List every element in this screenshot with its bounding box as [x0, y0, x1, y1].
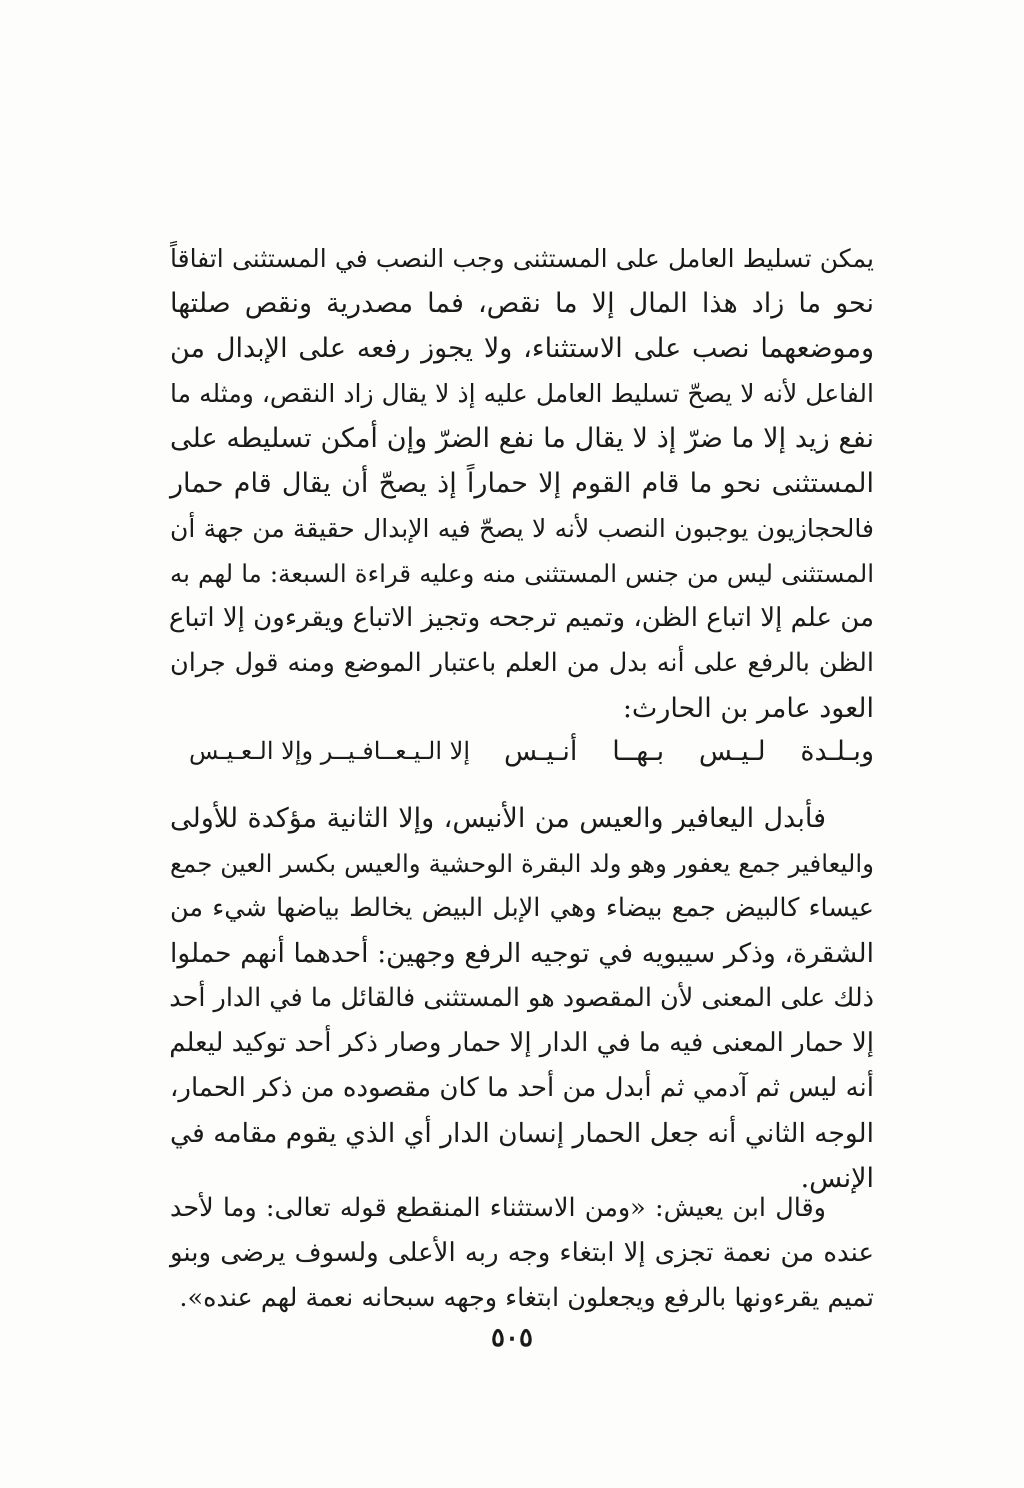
text-line: نفع زيد إلا ما ضرّ إذ لا يقال ما نفع الضرّ وإن أمكن تسليطه على: [170, 423, 874, 454]
text-line: نحو ما زاد هذا المال إلا ما نقص، فما مصدرية ونقص صلتها: [170, 288, 874, 319]
text-line: من علم إلا اتباع الظن، وتميم ترجحه وتجيز الاتباع ويقرءون إلا اتباع: [168, 603, 874, 633]
text-line: ذلك على المعنى لأن المقصود هو المستثنى فالقائل ما في الدار أحد: [169, 983, 874, 1013]
text-line: الإنس.: [800, 1163, 874, 1194]
paragraph-2: [170, 796, 874, 1201]
text-line: عنده من نعمة تجزى إلا ابتغاء وجه ربه الأعلى ولسوف يرضى وبنو: [170, 1238, 874, 1268]
text-line: المستثنى نحو ما قام القوم إلا حماراً إذ يصحّ أن يقال قام حمار: [170, 468, 874, 499]
text-line: عيساء كالبيض جمع بيضاء وهي الإبل البيض يخالط بياضها شيء من: [170, 893, 874, 923]
text-line: فالحجازيون يوجبون النصب لأنه لا يصحّ فيه الإبدال حقيقة من جهة أن: [170, 514, 874, 543]
text-line: وموضعهما نصب على الاستثناء، ولا يجوز رفعه على الإبدال من: [170, 333, 874, 364]
text-line: الوجه الثاني أنه جعل الحمار إنسان الدار أي الذي يقوم مقامه في: [170, 1118, 874, 1149]
text-line: أنه ليس ثم آدمي ثم أبدل من أحد ما كان مقصوده من ذكر الحمار،: [170, 1073, 874, 1103]
text-line: الفاعل لأنه لا يصحّ تسليط العامل عليه إذ لا يقال زاد النقص، ومثله ما: [170, 379, 874, 408]
text-line: الشقرة، وذكر سيبويه في توجيه الرفع وجهين: أحدهما أنهم حملوا: [170, 938, 874, 969]
text-line: واليعافير جمع يعفور وهو ولد البقرة الوحشية والعيس بكسر العين جمع: [170, 849, 874, 878]
page-number: ٥٠٥: [491, 1323, 533, 1353]
paragraph-3: [170, 1186, 874, 1321]
text-line: الظن بالرفع على أنه بدل من العلم باعتبار الموضع ومنه قول جران: [170, 648, 874, 678]
text-line: فأبدل اليعافير والعيس من الأنيس، وإلا الثانية مؤكدة للأولى: [170, 803, 826, 834]
verse-first-hemistich: وبـلـدة لـيـس بـهــا أنـيـس: [504, 736, 874, 767]
text-line: يمكن تسليط العامل على المستثنى وجب النصب في المستثنى اتفاقاً: [170, 244, 874, 273]
text-line: تميم يقرءونها بالرفع ويجعلون ابتغاء وجهه سبحانه نعمة لهم عنده».: [179, 1283, 874, 1313]
paragraph-1: [170, 236, 874, 731]
text-line: العود عامر بن الحارث:: [622, 693, 874, 724]
text-line: المستثنى ليس من جنس المستثنى منه وعليه قراءة السبعة: ما لهم به: [170, 559, 874, 588]
poetry-verse: [190, 729, 874, 774]
verse-second-hemistich: إلا الـيـعــافـيــر وإلا الـعـيـس: [189, 737, 470, 765]
text-line: إلا حمار المعنى فيه ما في الدار إلا حمار وصار ذكر أحد توكيد ليعلم: [169, 1028, 874, 1058]
text-line: وقال ابن يعيش: «ومن الاستثناء المنقطع قوله تعالى: وما لأحد: [170, 1193, 826, 1223]
